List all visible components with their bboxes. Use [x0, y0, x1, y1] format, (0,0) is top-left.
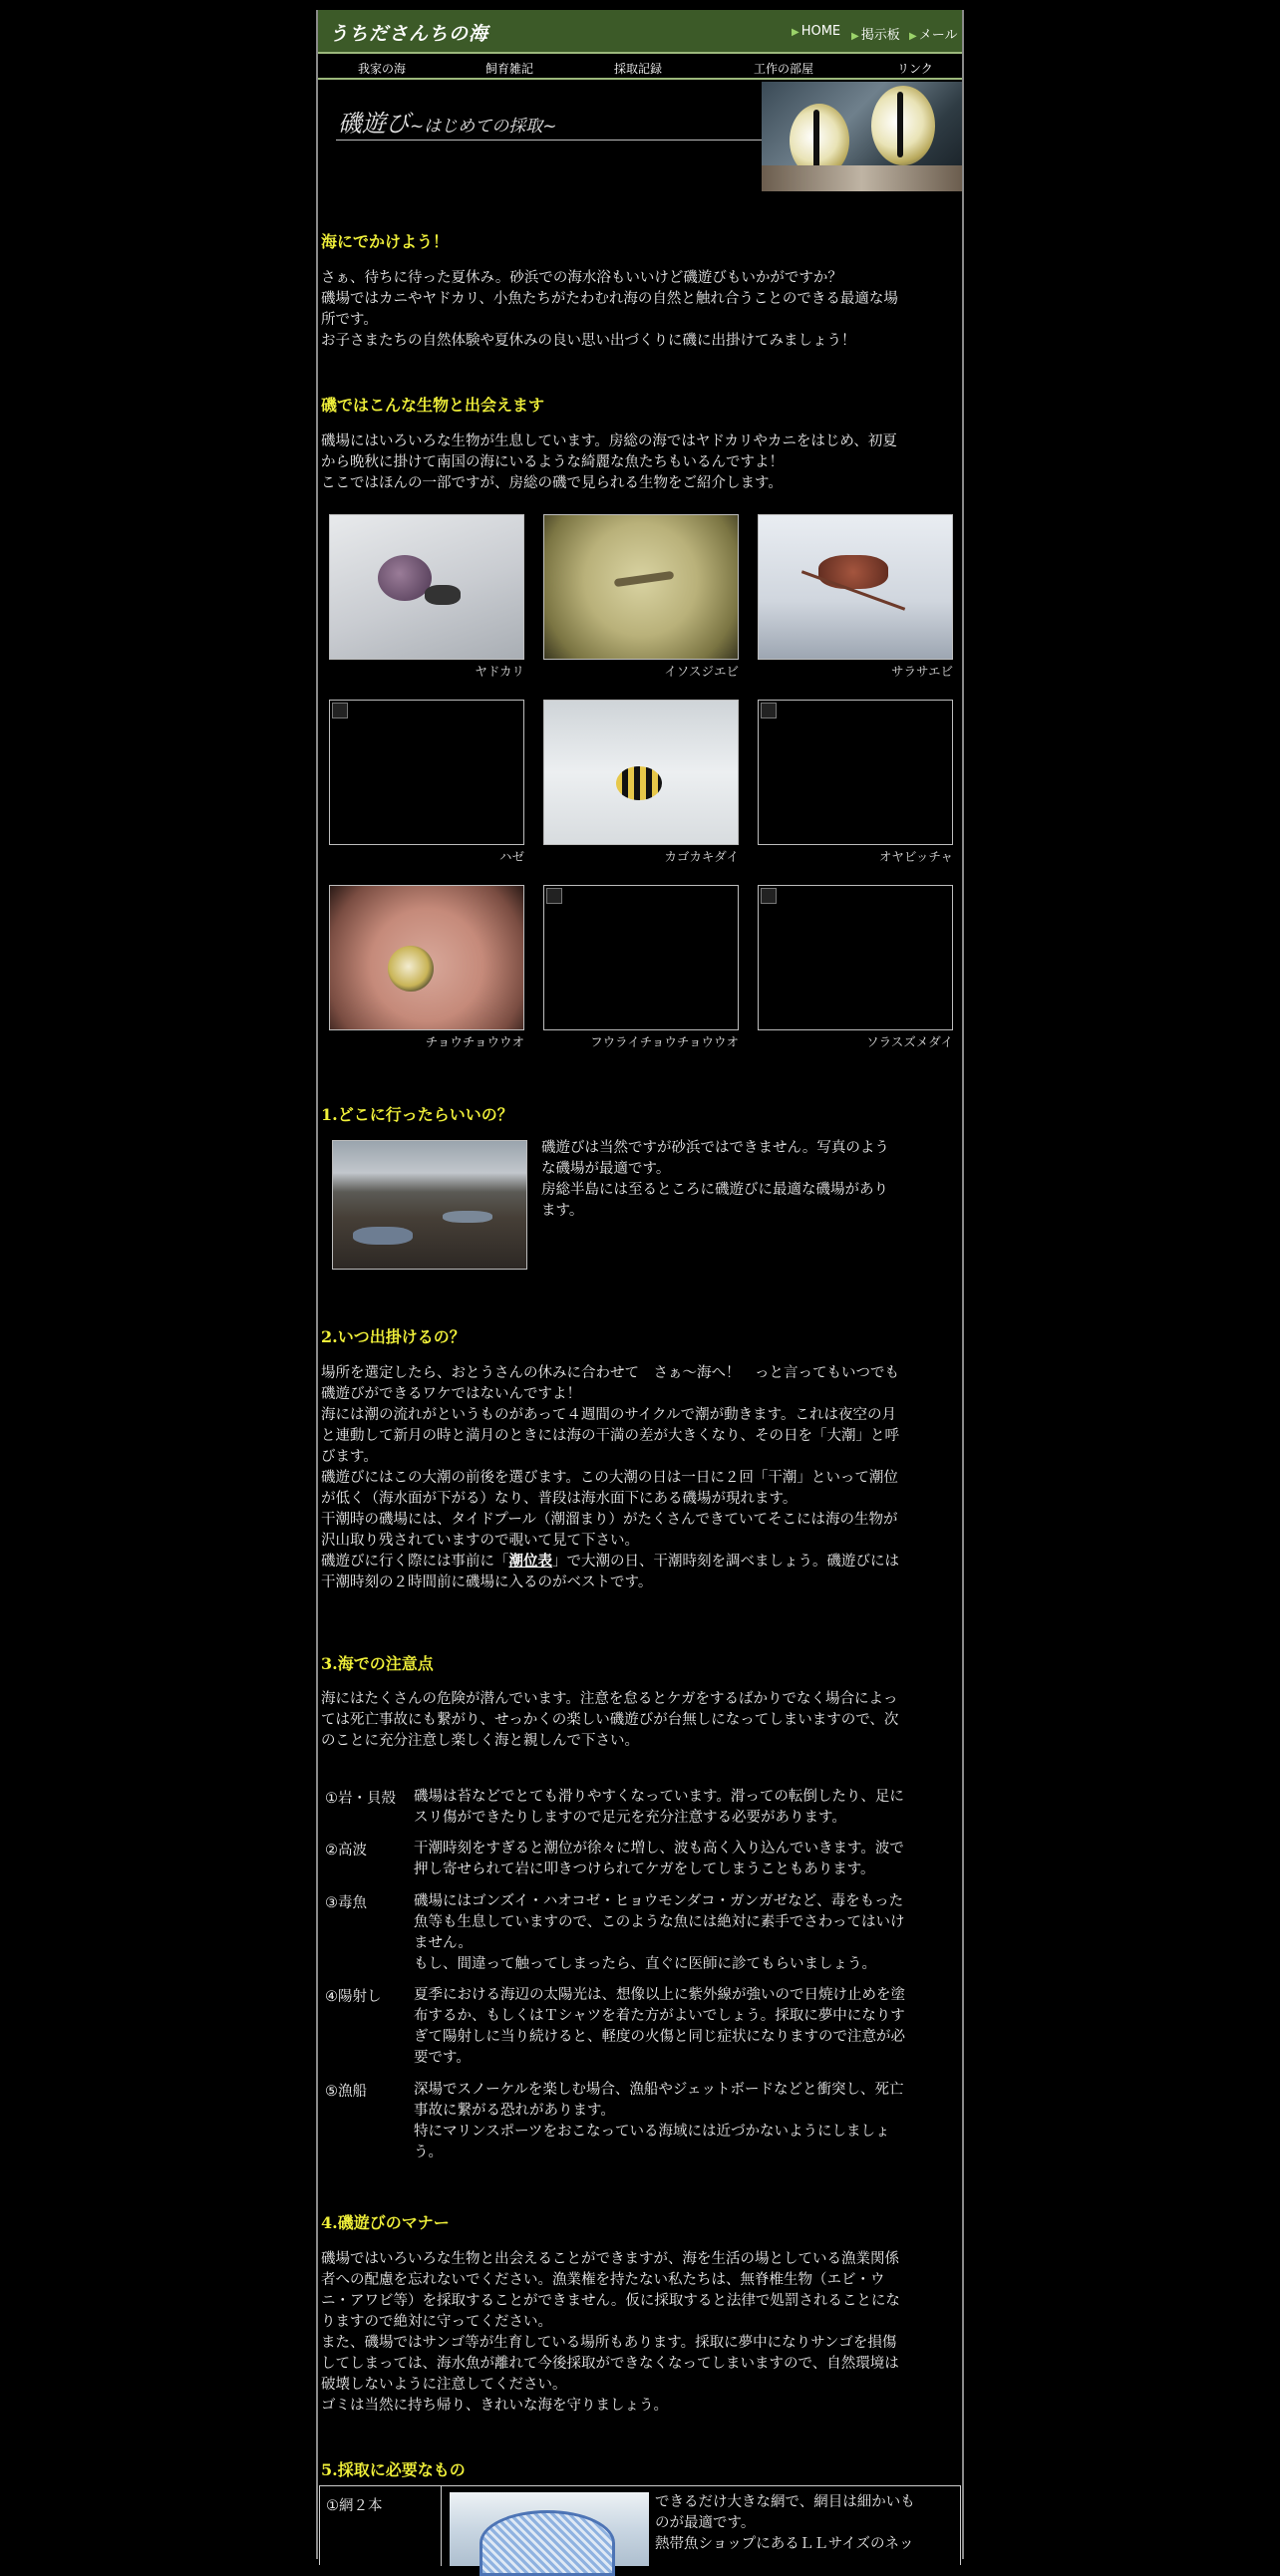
- header-divider: [336, 140, 775, 141]
- caution-label-sun: ④陽射し: [325, 1989, 382, 2005]
- equipment-label-net: ①網２本: [326, 2498, 383, 2514]
- main-nav: [318, 54, 962, 80]
- photo-goby[interactable]: [329, 700, 524, 845]
- nav-item-links[interactable]: リンク: [897, 62, 933, 76]
- caption-rock-shrimp: イソスジエビ: [664, 664, 739, 679]
- caution-text-sun: 夏季における海辺の太陽光は、想像以上に紫外線が強いので日焼け止めを塗 布するか、もしくはＴシャツを着た方がよいでしょう。採取に夢中になりす ぎて陽射しに当り続けると、軽度の火傷と同じ症状になりますので注意が必 要です。: [414, 1987, 905, 2066]
- caption-hermit-crab: ヤドカリ: [475, 664, 524, 679]
- photo-camel-shrimp[interactable]: [758, 514, 953, 660]
- intro-text: さぁ、待ちに待った夏休み。砂浜での海水浴もいいけど磯遊びもいかがですか？ 磯場ではカニやヤドカリ、小魚たちがたわむれ海の自然と触れ合うことのできる最適な場 所です。 お子さまたちの自然体験や夏休みの良い思い出づくりに磯に出掛けてみましょう！: [321, 270, 898, 349]
- header-fish-image: [762, 82, 962, 191]
- creatures-text: 磯場にはいろいろな生物が生息しています。房総の海ではヤドカリやカニをはじめ、初夏 から晩秋に掛けて南国の海にいるような綺麗な魚たちもいるんですよ！ ここではほんの一部ですが、房総の磯で見られる生物をご紹介します。: [321, 433, 897, 491]
- caption-stripey: カゴカキダイ: [664, 849, 739, 864]
- top-bar: [318, 10, 962, 54]
- caption-sergeant-major: オヤビッチャ: [878, 849, 953, 864]
- where-text: 磯遊びは当然ですが砂浜ではできません。写真のよう な磯場が最適です。 房総半島には至るところに磯遊びに最適な磯場があり ます。: [541, 1140, 889, 1219]
- caution-text-poison: 磯場にはゴンズイ・ハオコゼ・ヒョウモンダコ・ガンガゼなど、毒をもった 魚等も生息していますので、このような魚には絶対に素手でさわってはいけ ません。 もし、間違って触ってしまったら、直ぐに医師に診てもらいましょう。: [414, 1893, 905, 1972]
- page-header: [318, 82, 962, 191]
- bbs-link[interactable]: ▶ 掲示板: [851, 28, 900, 43]
- page-frame: [316, 10, 964, 2559]
- page-title: 磯遊び~はじめての採取~: [338, 110, 557, 138]
- section-heading-caution: 3.海での注意点: [321, 1654, 434, 1673]
- arrow-icon: ▶: [851, 31, 859, 42]
- caption-goby: ハゼ: [498, 849, 524, 864]
- mail-link[interactable]: ▶ メール: [909, 28, 958, 43]
- section-heading-when: 2.いつ出掛けるの？: [321, 1327, 466, 1346]
- equipment-text-net: できるだけ大きな網で、網目は細かいも のが最適です。 熱帯魚ショップにあるＬＬサイズのネッ: [655, 2494, 915, 2552]
- tide-table-link[interactable]: 潮位表: [508, 1554, 552, 1570]
- caution-text-boats: 深場でスノーケルを楽しむ場合、漁船やジェットボードなどと衝突し、死亡 事故に繋がる恐れがあります。 特にマリンスポーツをおこなっている海域には近づかないようにしましょ う。: [414, 2082, 904, 2160]
- photo-hermit-crab[interactable]: [329, 514, 524, 660]
- broken-image-icon: [332, 703, 348, 718]
- home-link[interactable]: ▶ HOME: [792, 24, 841, 39]
- caution-text-waves: 干潮時刻をすぎると潮位が徐々に増し、波も高く入り込んでいきます。波で 押し寄せられて岩に叩きつけられてケガをしてしまうこともあります。: [414, 1841, 904, 1877]
- caution-text: 海にはたくさんの危険が潜んでいます。注意を怠るとケガをするばかりでなく場合によっ ては死亡事故にも繋がり、せっかくの楽しい磯遊びが台無しになってしまいますので、次 のことに充分注意し楽しく海と親しんで下さい。: [321, 1691, 899, 1749]
- caption-threadfin-butterflyfish: フウライチョウチョウウオ: [590, 1034, 739, 1049]
- section-heading-where: 1.どこに行ったらいいの？: [321, 1105, 513, 1124]
- broken-image-icon: [761, 888, 777, 904]
- nav-item-diary[interactable]: 飼育雑記: [485, 62, 534, 76]
- caption-blue-damselfish: ソラスズメダイ: [866, 1034, 953, 1049]
- broken-image-icon: [546, 888, 562, 904]
- section-heading-creatures: 磯ではこんな生物と出会えます: [321, 396, 545, 415]
- caution-label-rocks: ①岩・貝殻: [325, 1791, 396, 1807]
- caution-text-rocks: 磯場は苔などでとても滑りやすくなっています。滑っての転倒したり、足に スリ傷ができたりしますので足元を充分注意する必要があります。: [414, 1789, 904, 1826]
- nav-item-our-sea[interactable]: 我家の海: [358, 62, 407, 76]
- caption-butterflyfish: チョウチョウウオ: [425, 1034, 524, 1049]
- caution-label-poison: ③毒魚: [325, 1895, 367, 1911]
- caption-camel-shrimp: サラサエビ: [890, 664, 953, 679]
- arrow-icon: ▶: [909, 31, 917, 42]
- arrow-icon: ▶: [792, 27, 800, 38]
- photo-rocky-shore: [332, 1140, 527, 1270]
- manners-text: 磯場ではいろいろな生物と出会えることができますが、海を生活の場としている漁業関係 者への配慮を忘れないでください。漁業権を持たない私たちは、無脊椎生物（エビ・ウ ニ・アワビ等）を採取することができません。仮に採取すると法律で処罰されることにな りますので絶対に守ってください。 また、磯場ではサンゴ等が生育している場所もあります。採取に夢中になりサンゴを損傷 してしまっては、海水魚が離れて今後採取ができなくなってしまいますので、自然環境は 破壊しないように注意してください。 ゴミは当然に持ち帰り、きれいな海を守りましょう。: [321, 2251, 900, 2414]
- caution-label-boats: ⑤漁船: [325, 2084, 367, 2100]
- photo-sergeant-major[interactable]: [758, 700, 953, 845]
- section-heading-go-to-sea: 海にでかけよう！: [321, 232, 450, 251]
- broken-image-icon: [761, 703, 777, 718]
- photo-threadfin-butterflyfish[interactable]: [543, 885, 739, 1030]
- photo-net: [450, 2492, 649, 2566]
- photo-rock-shrimp[interactable]: [543, 514, 739, 660]
- section-heading-manners: 4.磯遊びのマナー: [321, 2213, 450, 2232]
- when-text: 場所を選定したら、おとうさんの休みに合わせて さぁ～海へ！ っと言ってもいつでも 磯遊びができるワケではないんですよ！ 海には潮の流れがというものがあって４週間のサイクルで潮が動きます。これは夜空の月 と連動して新月の時と満月のときには海の干満の差が大きくなり、その日を「大潮」と呼 びます。 磯遊びにはこの大潮の前後を選びます。この大潮の日は一日に２回「干潮」といって潮位 が低く（海水面が下がる）なり、普段は海水面下にある磯場が現れます。 干潮時の磯場には、タイドプール（潮溜まり）がたくさんできていてそこには海の生物が 沢山取り残されていますので覗いて見て下さい。 磯遊びに行く際には事前に「潮位表」で大潮の日、干潮時刻を調べましょう。磯遊びには 干潮時刻の２時間前に磯場に入るのがベストです。: [321, 1365, 899, 1590]
- photo-blue-damselfish[interactable]: [758, 885, 953, 1030]
- caution-label-waves: ②高波: [325, 1843, 367, 1859]
- equipment-table: [319, 2485, 961, 2565]
- photo-stripey[interactable]: [543, 700, 739, 845]
- photo-butterflyfish[interactable]: [329, 885, 524, 1030]
- nav-item-collection[interactable]: 採取記録: [614, 62, 663, 76]
- section-heading-equipment: 5.採取に必要なもの: [321, 2460, 466, 2479]
- nav-item-workshop[interactable]: 工作の部屋: [754, 62, 814, 76]
- site-title[interactable]: うちださんちの海: [329, 23, 489, 45]
